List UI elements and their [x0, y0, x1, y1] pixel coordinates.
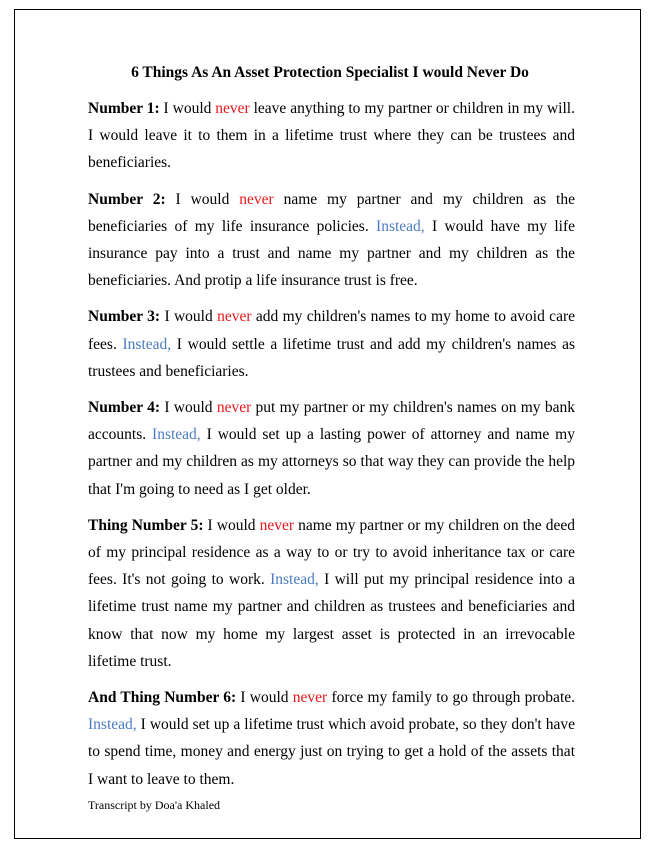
never-highlight: never	[215, 100, 250, 117]
paragraph-text: leave anything to my partner or children in my will. I would leave it to them in a lifetime trust where they can be trustees and beneficiaries.	[88, 100, 575, 172]
never-highlight: never	[239, 190, 274, 208]
paragraph-text: I would	[159, 100, 216, 117]
paragraph-text: force my family to go through probate.	[327, 689, 576, 707]
paragraph-text: I would set up a lifetime trust which avoid probate, so they don't have to spend time, money and energy just on trying to get a hold of the assets that I want to leave to them.	[88, 716, 575, 788]
document-body	[88, 95, 575, 802]
paragraph-lead: And Thing Number 6:	[88, 689, 237, 707]
paragraph-2	[88, 186, 575, 295]
document-title: 6 Things As An Asset Protection Specialist I would Never Do	[131, 64, 529, 81]
never-highlight: never	[292, 689, 328, 707]
instead-highlight: Instead,	[122, 335, 172, 353]
paragraph-text: put my partner or my children's names on my bank accounts.	[88, 399, 575, 444]
paragraph-5	[88, 512, 575, 675]
paragraph-1	[88, 95, 575, 177]
paragraph-text: I would set up a lasting power of attorney and name my partner and my children as my attorneys so that way they can provide the help that I'm going to need as I get older.	[88, 426, 575, 498]
paragraph-text: I would	[165, 190, 240, 208]
paragraph-lead: Number 3:	[88, 308, 161, 326]
instead-highlight: Instead,	[88, 716, 137, 734]
paragraph-lead: Number 2:	[88, 190, 166, 208]
paragraph-text: name my partner and my children as the beneficiaries of my life insurance policies.	[88, 190, 575, 235]
paragraph-text: I would	[160, 308, 218, 326]
paragraph-text: I would	[160, 399, 217, 417]
paragraph-text: I would	[236, 689, 293, 707]
paragraph-4	[88, 394, 575, 503]
instead-highlight: Instead,	[270, 571, 319, 589]
transcript-credit: Transcript by Doa'a Khaled	[88, 798, 221, 812]
paragraph-text: I will put my principal residence into a lifetime trust name my partner and children as trustees and beneficiaries and know that now my home my largest asset is protected in an irrevocable lifetime trust.	[88, 571, 575, 670]
paragraph-text: name my partner or my children on the deed of my principal residence as a way to or try to avoid inheritance tax or care fees. It's not going to work.	[88, 516, 575, 589]
paragraph-text: I would have my life insurance pay into a trust and name my partner and my children as the beneficiaries. And protip a life insurance trust is free.	[88, 217, 575, 290]
paragraph-text: I would settle a lifetime trust and add my children's names as trustees and beneficiaries.	[88, 335, 576, 380]
paragraph-lead: Number 4:	[88, 399, 161, 417]
paragraph-text: add my children's names to my home to avoid care fees.	[88, 308, 575, 353]
instead-highlight: Instead,	[152, 426, 201, 444]
paragraph-lead: Thing Number 5:	[88, 516, 204, 534]
paragraph-6	[88, 684, 575, 793]
never-highlight: never	[217, 308, 252, 326]
paragraph-3	[88, 303, 575, 385]
never-highlight: never	[216, 399, 252, 417]
never-highlight: never	[259, 516, 295, 534]
paragraph-text: I would	[203, 516, 260, 534]
paragraph-lead: Number 1:	[88, 100, 160, 117]
instead-highlight: Instead,	[376, 217, 425, 235]
